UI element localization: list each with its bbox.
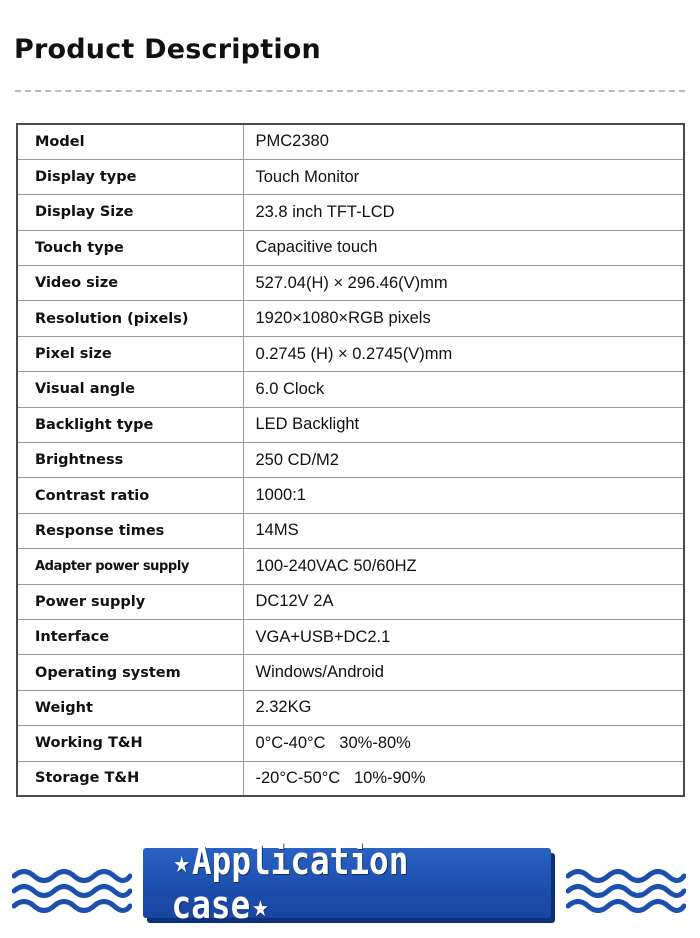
waves-left-icon	[12, 864, 132, 914]
spec-value: 6.0 Clock	[243, 372, 684, 407]
spec-value: 2.32KG	[243, 690, 684, 725]
application-case-banner	[0, 839, 700, 927]
spec-label: Resolution (pixels)	[17, 301, 243, 336]
spec-value: 527.04(H) × 296.46(V)mm	[243, 266, 684, 301]
spec-value: DC12V 2A	[243, 584, 684, 619]
spec-value: 0.2745 (H) × 0.2745(V)mm	[243, 336, 684, 371]
spec-value: -20°C-50°C 10%-90%	[243, 761, 684, 796]
spec-label: Brightness	[17, 443, 243, 478]
spec-label: Backlight type	[17, 407, 243, 442]
spec-label: Working T&H	[17, 726, 243, 761]
waves-right-icon	[566, 864, 686, 914]
spec-label: Adapter power supply	[17, 549, 243, 584]
spec-value: 250 CD/M2	[243, 443, 684, 478]
spec-label: Storage T&H	[17, 761, 243, 796]
spec-label: Weight	[17, 690, 243, 725]
spec-value: 1920×1080×RGB pixels	[243, 301, 684, 336]
table-row	[17, 761, 684, 796]
spec-label: Power supply	[17, 584, 243, 619]
spec-label: Model	[17, 124, 243, 159]
spec-label: Display Size	[17, 195, 243, 230]
banner-title	[172, 839, 523, 927]
banner-box	[143, 839, 551, 927]
spec-value: Windows/Android	[243, 655, 684, 690]
star-icon: ★	[173, 853, 191, 878]
dashed-divider	[15, 90, 685, 92]
table-row	[17, 230, 684, 265]
spec-label: Touch type	[17, 230, 243, 265]
spec-value: 1000:1	[243, 478, 684, 513]
spec-label: Response times	[17, 513, 243, 548]
table-row	[17, 301, 684, 336]
spec-value: Capacitive touch	[243, 230, 684, 265]
star-icon: ★	[251, 897, 269, 922]
spec-label: Contrast ratio	[17, 478, 243, 513]
spec-table	[16, 123, 685, 797]
table-row	[17, 159, 684, 194]
spec-value: Touch Monitor	[243, 159, 684, 194]
table-row	[17, 584, 684, 619]
spec-value: VGA+USB+DC2.1	[243, 619, 684, 654]
table-row	[17, 690, 684, 725]
spec-value: 14MS	[243, 513, 684, 548]
table-row	[17, 372, 684, 407]
banner-label: Application case	[171, 839, 409, 927]
spec-value: LED Backlight	[243, 407, 684, 442]
table-row	[17, 619, 684, 654]
table-row	[17, 513, 684, 548]
spec-value: PMC2380	[243, 124, 684, 159]
spec-label: Visual angle	[17, 372, 243, 407]
spec-value: 0°C-40°C 30%-80%	[243, 726, 684, 761]
table-row	[17, 655, 684, 690]
table-row	[17, 124, 684, 159]
spec-label: Video size	[17, 266, 243, 301]
spec-label: Display type	[17, 159, 243, 194]
spec-value: 23.8 inch TFT-LCD	[243, 195, 684, 230]
table-row	[17, 726, 684, 761]
spec-value: 100-240VAC 50/60HZ	[243, 549, 684, 584]
table-row	[17, 266, 684, 301]
table-row	[17, 478, 684, 513]
spec-label: Interface	[17, 619, 243, 654]
table-row	[17, 443, 684, 478]
table-row	[17, 549, 684, 584]
spec-label: Pixel size	[17, 336, 243, 371]
page-title: Product Description	[14, 34, 321, 65]
table-row	[17, 195, 684, 230]
spec-label: Operating system	[17, 655, 243, 690]
table-row	[17, 407, 684, 442]
table-row	[17, 336, 684, 371]
